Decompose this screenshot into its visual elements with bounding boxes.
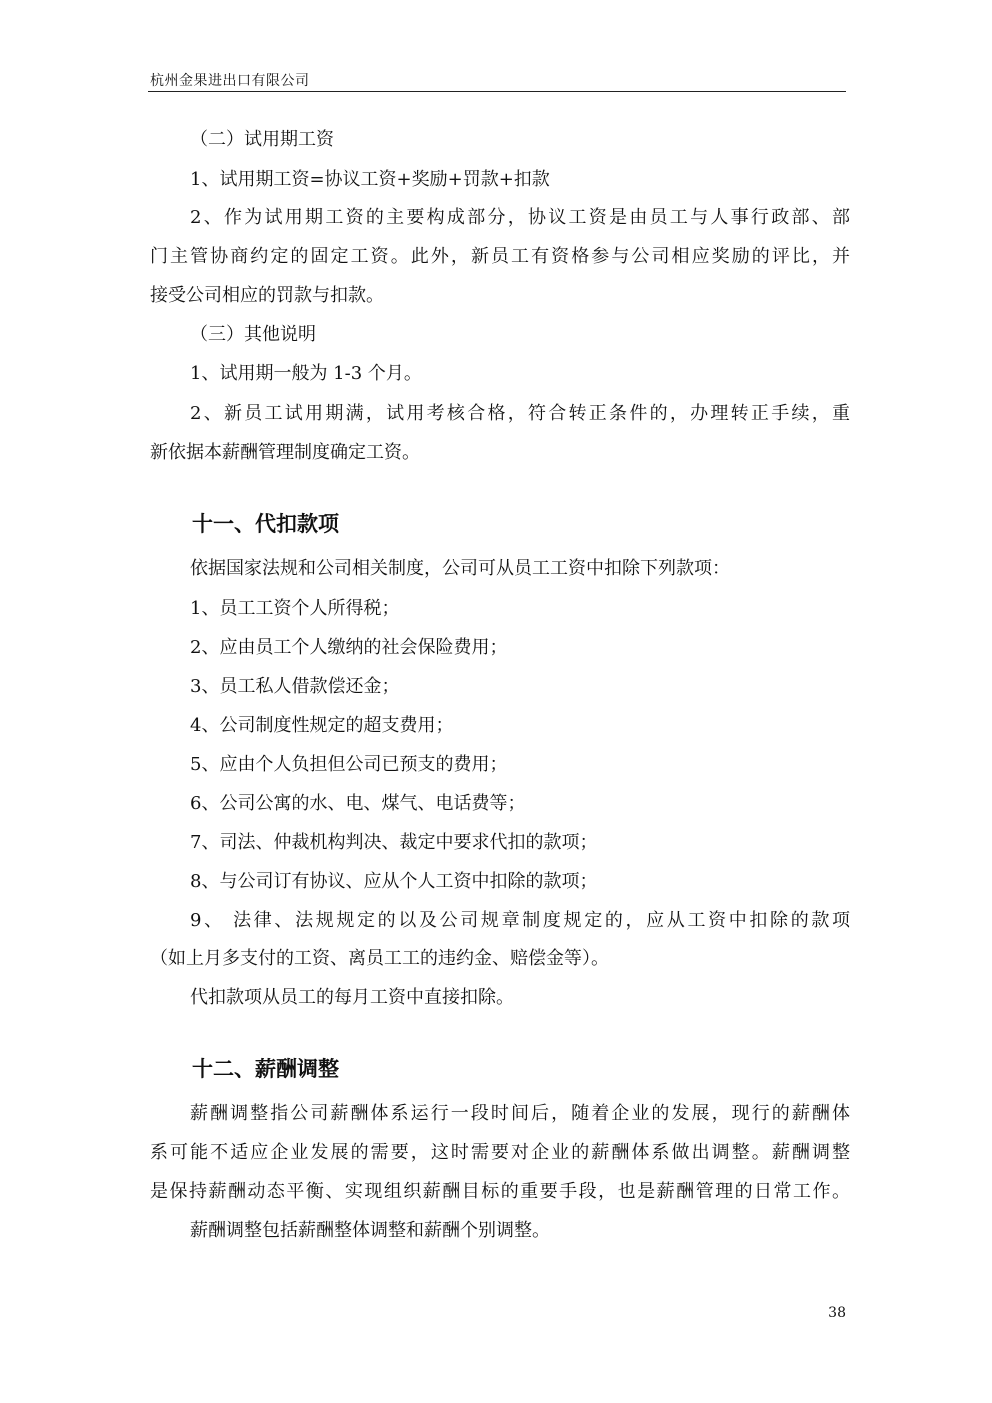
- paragraph-line: 1、试用期一般为 1-3 个月。: [190, 363, 422, 384]
- list-item: 5、应由个人负担但公司已预支的费用；: [190, 754, 508, 775]
- list-item: 9、 法律、法规规定的以及公司规章制度规定的，应从工资中扣除的款项: [190, 910, 850, 931]
- paragraph-line: 代扣款项从员工的每月工资中直接扣除。: [190, 987, 514, 1008]
- paragraph-line: 接受公司相应的罚款与扣款。: [150, 285, 384, 306]
- page-number: 38: [828, 1305, 846, 1321]
- list-item: 3、员工私人借款偿还金；: [190, 676, 400, 697]
- list-item-continuation: （如上月多支付的工资、离员工工的违约金、赔偿金等）。: [150, 948, 609, 969]
- list-item: 6、公司公寓的水、电、煤气、电话费等；: [190, 793, 526, 814]
- list-item: 8、与公司订有协议、应从个人工资中扣除的款项；: [190, 871, 598, 892]
- paragraph-line: 是保持薪酬动态平衡、实现组织薪酬目标的重要手段，也是薪酬管理的日常工作。: [150, 1181, 850, 1202]
- paragraph-line: 依据国家法规和公司相关制度，公司可从员工工资中扣除下列款项：: [190, 558, 730, 579]
- list-item: 1、员工工资个人所得税；: [190, 598, 400, 619]
- paragraph-line: 新依据本薪酬管理制度确定工资。: [150, 442, 420, 463]
- paragraph-line: 系可能不适应企业发展的需要，这时需要对企业的薪酬体系做出调整。薪酬调整: [150, 1142, 850, 1163]
- paragraph-line: 薪酬调整包括薪酬整体调整和薪酬个别调整。: [190, 1220, 550, 1241]
- subsection-probation-salary-title: （二）试用期工资: [190, 129, 334, 150]
- paragraph-line: 门主管协商约定的固定工资。此外，新员工有资格参与公司相应奖励的评比，并: [150, 246, 850, 267]
- paragraph-line: 2、新员工试用期满，试用考核合格，符合转正条件的，办理转正手续，重: [190, 403, 850, 424]
- paragraph-line: 2、作为试用期工资的主要构成部分，协议工资是由员工与人事行政部、部: [190, 207, 850, 228]
- subsection-other-notes-title: （三）其他说明: [190, 324, 316, 345]
- paragraph-line: 1、试用期工资=协议工资+奖励+罚款+扣款: [190, 169, 550, 190]
- paragraph-line: 薪酬调整指公司薪酬体系运行一段时间后，随着企业的发展，现行的薪酬体: [190, 1103, 850, 1124]
- section-heading: 十二、薪酬调整: [192, 1057, 339, 1081]
- header-company-name: 杭州金果进出口有限公司: [150, 73, 310, 89]
- list-item: 2、应由员工个人缴纳的社会保险费用；: [190, 637, 508, 658]
- list-item: 4、公司制度性规定的超支费用；: [190, 715, 454, 736]
- list-item: 7、司法、仲裁机构判决、裁定中要求代扣的款项；: [190, 832, 598, 853]
- section-heading: 十一、代扣款项: [192, 512, 339, 536]
- header-divider: [148, 91, 846, 92]
